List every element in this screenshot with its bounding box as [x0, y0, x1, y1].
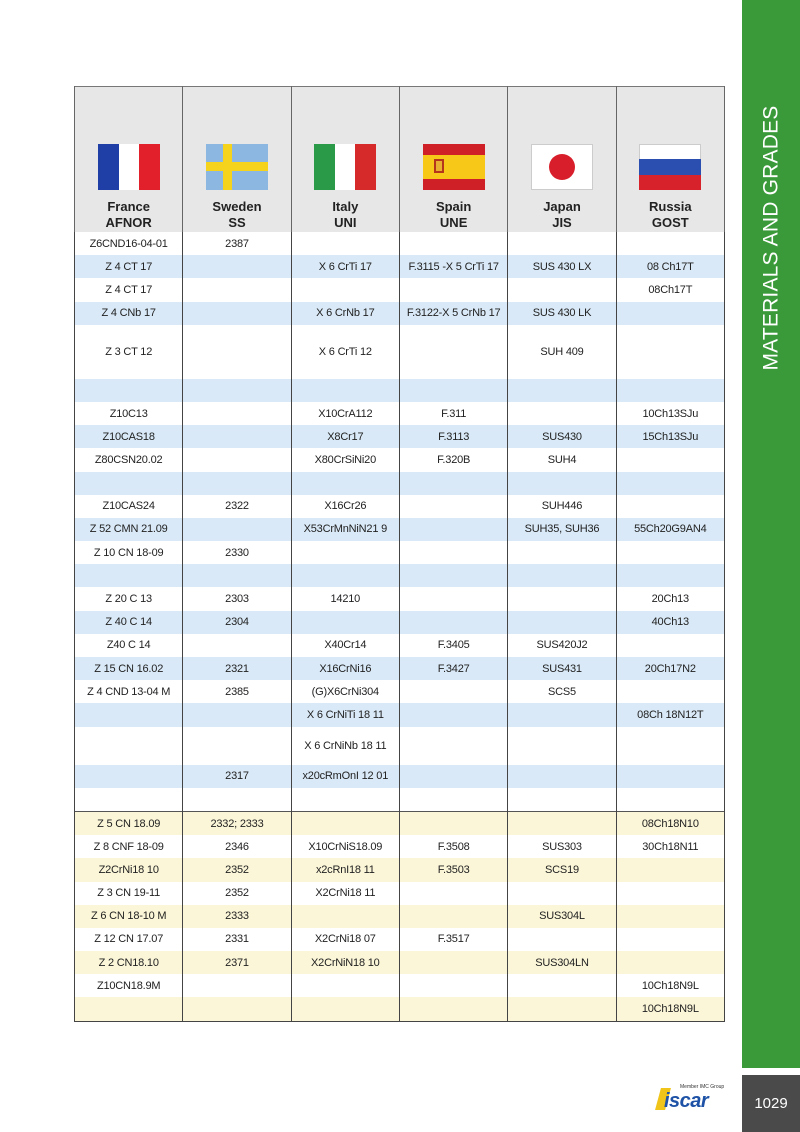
- column-header-spain: [399, 87, 507, 233]
- table-cell: [75, 765, 183, 788]
- table-cell: SUS431: [508, 657, 616, 680]
- grades-table: [74, 86, 725, 1022]
- table-cell: SUH4: [508, 448, 616, 471]
- table-cell: 10Ch18N9L: [616, 997, 724, 1021]
- table-cell: [183, 472, 291, 495]
- table-cell: 20Ch17N2: [616, 657, 724, 680]
- table-row: [75, 657, 725, 680]
- table-cell: 2387: [183, 232, 291, 255]
- table-cell: [75, 788, 183, 812]
- table-cell: Z80CSN20.02: [75, 448, 183, 471]
- table-cell: 2371: [183, 951, 291, 974]
- table-cell: [399, 997, 507, 1021]
- table-cell: [183, 703, 291, 726]
- table-cell: [508, 379, 616, 402]
- header-row: [75, 87, 725, 233]
- table-cell: F.3503: [399, 858, 507, 881]
- grades-body: [75, 232, 725, 1021]
- page-number: [742, 1075, 800, 1132]
- logo-member-text: Member IMC Group: [680, 1084, 725, 1090]
- table-cell: [399, 232, 507, 255]
- table-cell: [616, 379, 724, 402]
- page-number-text: 1029: [754, 1095, 788, 1112]
- country-label: France: [107, 199, 150, 214]
- iscar-logo: [656, 1082, 725, 1114]
- table-cell: 30Ch18N11: [616, 835, 724, 858]
- table-cell: [508, 997, 616, 1021]
- table-cell: [508, 232, 616, 255]
- table-cell: SUH 409: [508, 325, 616, 379]
- table-cell: 08Ch18N10: [616, 811, 724, 835]
- table-cell: [183, 278, 291, 301]
- table-cell: [399, 611, 507, 634]
- table-row: [75, 974, 725, 997]
- table-cell: [616, 564, 724, 587]
- table-cell: Z10CAS18: [75, 425, 183, 448]
- table-cell: Z10CN18.9M: [75, 974, 183, 997]
- table-row: [75, 928, 725, 951]
- standard-label: UNE: [439, 215, 468, 230]
- table-cell: [291, 905, 399, 928]
- table-cell: SCS19: [508, 858, 616, 881]
- table-cell: 2330: [183, 541, 291, 564]
- table-cell: F.3517: [399, 928, 507, 951]
- japan-flag-icon: [531, 144, 593, 190]
- table-cell: [616, 928, 724, 951]
- table-cell: [291, 232, 399, 255]
- table-cell: [291, 278, 399, 301]
- section-title: [742, 0, 800, 420]
- table-row: [75, 255, 725, 278]
- table-cell: X 6 CrTi 12: [291, 325, 399, 379]
- table-cell: [508, 278, 616, 301]
- table-row: [75, 951, 725, 974]
- table-cell: X 6 CrNb 17: [291, 302, 399, 325]
- table-row: [75, 858, 725, 881]
- table-cell: Z 5 CN 18.09: [75, 811, 183, 835]
- table-row: [75, 564, 725, 587]
- table-cell: 40Ch13: [616, 611, 724, 634]
- table-row: [75, 680, 725, 703]
- table-cell: 2385: [183, 680, 291, 703]
- table-cell: [508, 587, 616, 610]
- table-cell: [291, 611, 399, 634]
- table-cell: [508, 703, 616, 726]
- sweden-flag-icon: [206, 144, 268, 190]
- table-cell: SUS420J2: [508, 634, 616, 657]
- table-cell: [616, 448, 724, 471]
- table-cell: [399, 727, 507, 765]
- spain-flag-icon: [423, 144, 485, 190]
- table-cell: [399, 951, 507, 974]
- country-label: Sweden: [212, 199, 262, 214]
- table-cell: F.3115 -X 5 CrTi 17: [399, 255, 507, 278]
- table-cell: Z 15 CN 16.02: [75, 657, 183, 680]
- table-row: [75, 765, 725, 788]
- table-cell: [616, 232, 724, 255]
- table-cell: X 6 CrNiTi 18 11: [291, 703, 399, 726]
- table-cell: X53CrMnNiN21 9: [291, 518, 399, 541]
- table-cell: 2352: [183, 858, 291, 881]
- country-label: Russia: [648, 199, 692, 214]
- table-cell: (G)X6CrNi304: [291, 680, 399, 703]
- table-row: [75, 278, 725, 301]
- table-cell: [183, 402, 291, 425]
- column-header-france: [75, 87, 183, 233]
- table-cell: Z 4 CND 13-04 M: [75, 680, 183, 703]
- table-cell: F.3508: [399, 835, 507, 858]
- table-cell: X16CrNi16: [291, 657, 399, 680]
- table-row: [75, 325, 725, 379]
- table-cell: F.3122-X 5 CrNb 17: [399, 302, 507, 325]
- table-cell: [75, 379, 183, 402]
- column-header-italy: [291, 87, 399, 233]
- table-cell: [399, 765, 507, 788]
- table-cell: [508, 928, 616, 951]
- russia-flag-icon: [639, 144, 701, 190]
- table-cell: X8Cr17: [291, 425, 399, 448]
- table-cell: [399, 564, 507, 587]
- table-cell: x2cRnI18 11: [291, 858, 399, 881]
- table-cell: [508, 402, 616, 425]
- country-label: Japan: [543, 199, 581, 214]
- table-cell: 2317: [183, 765, 291, 788]
- table-cell: Z 4 CNb 17: [75, 302, 183, 325]
- france-flag-icon: [98, 144, 160, 190]
- table-cell: Z 12 CN 17.07: [75, 928, 183, 951]
- table-cell: Z 40 C 14: [75, 611, 183, 634]
- table-cell: SCS5: [508, 680, 616, 703]
- table-cell: Z40 C 14: [75, 634, 183, 657]
- table-row: [75, 611, 725, 634]
- column-header-japan: [508, 87, 616, 233]
- standard-label: JIS: [552, 215, 572, 230]
- table-cell: 08Ch 18N12T: [616, 703, 724, 726]
- table-cell: X16Cr26: [291, 495, 399, 518]
- table-row: [75, 727, 725, 765]
- table-cell: SUS304LN: [508, 951, 616, 974]
- table-cell: [183, 302, 291, 325]
- table-cell: [75, 564, 183, 587]
- table-cell: [291, 997, 399, 1021]
- table-cell: SUS430: [508, 425, 616, 448]
- table-cell: [399, 518, 507, 541]
- table-cell: [399, 703, 507, 726]
- table-row: [75, 788, 725, 812]
- column-header-russia: [616, 87, 724, 233]
- table-cell: [399, 495, 507, 518]
- table-cell: 2333: [183, 905, 291, 928]
- table-cell: [508, 882, 616, 905]
- logo-word: iscar: [664, 1090, 709, 1112]
- country-label: Italy: [332, 199, 359, 214]
- table-cell: [616, 905, 724, 928]
- table-cell: 10Ch18N9L: [616, 974, 724, 997]
- table-cell: [291, 379, 399, 402]
- table-cell: SUS303: [508, 835, 616, 858]
- table-cell: [183, 425, 291, 448]
- table-cell: [183, 379, 291, 402]
- table-cell: [399, 680, 507, 703]
- table-cell: Z 10 CN 18-09: [75, 541, 183, 564]
- table-cell: [75, 727, 183, 765]
- table-cell: X10CrA112: [291, 402, 399, 425]
- table-cell: [616, 472, 724, 495]
- table-cell: 2331: [183, 928, 291, 951]
- table-cell: [183, 518, 291, 541]
- table-cell: [291, 811, 399, 835]
- table-cell: [75, 997, 183, 1021]
- table-cell: [399, 587, 507, 610]
- table-cell: [616, 495, 724, 518]
- table-row: [75, 905, 725, 928]
- table-cell: [75, 703, 183, 726]
- table-cell: [399, 541, 507, 564]
- table-cell: SUH35, SUH36: [508, 518, 616, 541]
- table-cell: X2CrNi18 07: [291, 928, 399, 951]
- section-title-text: MATERIALS AND GRADES: [759, 104, 783, 371]
- table-cell: [616, 765, 724, 788]
- table-cell: [508, 765, 616, 788]
- table-cell: F.311: [399, 402, 507, 425]
- table-row: [75, 997, 725, 1021]
- table-cell: [399, 325, 507, 379]
- table-cell: X40Cr14: [291, 634, 399, 657]
- table-cell: [399, 811, 507, 835]
- table-cell: X 6 CrNiNb 18 11: [291, 727, 399, 765]
- country-label: Spain: [435, 199, 472, 214]
- table-row: [75, 232, 725, 255]
- table-cell: [616, 727, 724, 765]
- table-cell: X2CrNiN18 10: [291, 951, 399, 974]
- table-cell: [508, 564, 616, 587]
- table-cell: [508, 611, 616, 634]
- table-cell: [508, 727, 616, 765]
- table-cell: 2346: [183, 835, 291, 858]
- table-row: [75, 425, 725, 448]
- table-cell: X10CrNiS18.09: [291, 835, 399, 858]
- table-cell: [183, 564, 291, 587]
- column-header-sweden: [183, 87, 291, 233]
- table-row: [75, 634, 725, 657]
- table-cell: [616, 325, 724, 379]
- table-cell: X80CrSiNi20: [291, 448, 399, 471]
- table-cell: Z 52 CMN 21.09: [75, 518, 183, 541]
- table-cell: [616, 882, 724, 905]
- table-cell: Z 2 CN18.10: [75, 951, 183, 974]
- table-cell: [616, 634, 724, 657]
- table-cell: SUS 430 LX: [508, 255, 616, 278]
- table-cell: SUH446: [508, 495, 616, 518]
- table-cell: 08 Ch17T: [616, 255, 724, 278]
- table-row: [75, 448, 725, 471]
- table-cell: [291, 541, 399, 564]
- table-cell: 2332; 2333: [183, 811, 291, 835]
- table-cell: Z 3 CN 19-11: [75, 882, 183, 905]
- table-cell: [399, 905, 507, 928]
- table-cell: x20cRmOnI 12 01: [291, 765, 399, 788]
- table-row: [75, 518, 725, 541]
- table-cell: F.3113: [399, 425, 507, 448]
- table-cell: [291, 974, 399, 997]
- table-cell: [183, 325, 291, 379]
- table-row: [75, 882, 725, 905]
- table-cell: [616, 302, 724, 325]
- italy-flag-icon: [314, 144, 376, 190]
- standard-label: SS: [228, 215, 246, 230]
- table-row: [75, 402, 725, 425]
- table-cell: F.3427: [399, 657, 507, 680]
- table-cell: 08Ch17T: [616, 278, 724, 301]
- table-cell: [291, 788, 399, 812]
- table-cell: Z10C13: [75, 402, 183, 425]
- table-cell: 2322: [183, 495, 291, 518]
- table-row: [75, 472, 725, 495]
- table-cell: [183, 974, 291, 997]
- table-cell: [616, 680, 724, 703]
- table-cell: SUS 430 LK: [508, 302, 616, 325]
- table-cell: [508, 541, 616, 564]
- table-row: [75, 835, 725, 858]
- table-row: [75, 703, 725, 726]
- table-cell: SUS304L: [508, 905, 616, 928]
- table-cell: Z 20 C 13: [75, 587, 183, 610]
- table-cell: Z 4 CT 17: [75, 278, 183, 301]
- table-cell: F.320B: [399, 448, 507, 471]
- table-row: [75, 379, 725, 402]
- table-cell: [183, 255, 291, 278]
- table-cell: 55Ch20G9AN4: [616, 518, 724, 541]
- table-cell: Z10CAS24: [75, 495, 183, 518]
- table-cell: [399, 472, 507, 495]
- table-cell: 14210: [291, 587, 399, 610]
- table-row: [75, 302, 725, 325]
- table-cell: [616, 541, 724, 564]
- table-cell: [399, 278, 507, 301]
- table-cell: Z 8 CNF 18-09: [75, 835, 183, 858]
- table-cell: [508, 811, 616, 835]
- table-cell: 20Ch13: [616, 587, 724, 610]
- table-cell: Z2CrNi18 10: [75, 858, 183, 881]
- table-cell: [399, 788, 507, 812]
- table-cell: 2304: [183, 611, 291, 634]
- table-cell: [508, 472, 616, 495]
- table-cell: [183, 788, 291, 812]
- standard-label: UNI: [334, 215, 357, 230]
- table-cell: 15Ch13SJu: [616, 425, 724, 448]
- table-cell: Z 3 CT 12: [75, 325, 183, 379]
- table-cell: 2321: [183, 657, 291, 680]
- table-cell: [616, 788, 724, 812]
- table-cell: [399, 882, 507, 905]
- table-cell: [399, 379, 507, 402]
- standard-label: AFNOR: [105, 215, 152, 230]
- table-cell: 2303: [183, 587, 291, 610]
- table-cell: [508, 974, 616, 997]
- table-cell: [508, 788, 616, 812]
- table-cell: [75, 472, 183, 495]
- table-cell: X2CrNi18 11: [291, 882, 399, 905]
- table-row: [75, 541, 725, 564]
- table-cell: F.3405: [399, 634, 507, 657]
- table-cell: [183, 727, 291, 765]
- table-cell: [616, 858, 724, 881]
- table-cell: [183, 997, 291, 1021]
- table-cell: Z6CND16-04-01: [75, 232, 183, 255]
- table-cell: Z 4 CT 17: [75, 255, 183, 278]
- table-cell: 10Ch13SJu: [616, 402, 724, 425]
- table-row: [75, 587, 725, 610]
- table-cell: 2352: [183, 882, 291, 905]
- table-cell: [399, 974, 507, 997]
- table-row: [75, 495, 725, 518]
- table-cell: [183, 634, 291, 657]
- table-cell: Z 6 CN 18-10 M: [75, 905, 183, 928]
- table-cell: [616, 951, 724, 974]
- table-cell: [183, 448, 291, 471]
- table-cell: [291, 472, 399, 495]
- table-cell: [291, 564, 399, 587]
- table-cell: X 6 CrTi 17: [291, 255, 399, 278]
- standard-label: GOST: [651, 215, 689, 230]
- table-row: [75, 811, 725, 835]
